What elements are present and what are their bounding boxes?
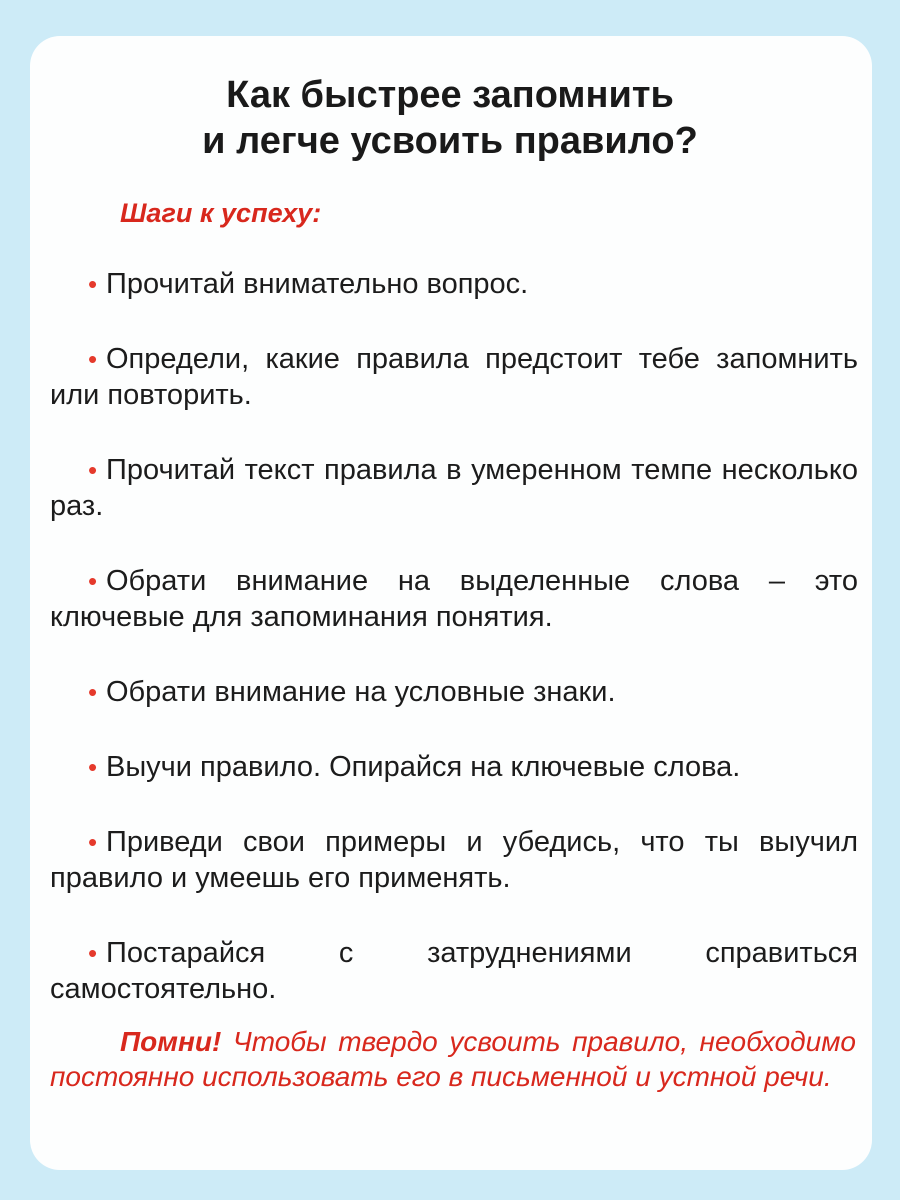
step-text: Прочитай текст правила в умеренном темпе несколько раз.: [50, 454, 858, 522]
bullet-icon: •: [88, 938, 98, 968]
step-text: Прочитай внимательно вопрос.: [106, 268, 529, 300]
list-item: [50, 341, 858, 413]
step-text: Обрати внимание на выделенные слова – это ключевые для запоминания понятия.: [50, 565, 858, 633]
step-text: Постарайся с затруднениями справиться самостоятельно.: [50, 937, 858, 1005]
remember-label: Помни!: [120, 1026, 222, 1057]
remember-text: Чтобы твердо усвоить правило, необходимо постоянно использовать его в письменной и устной речи.: [50, 1026, 856, 1092]
list-item: [50, 452, 858, 524]
list-item: [50, 824, 858, 896]
bullet-icon: •: [88, 752, 98, 782]
steps-subtitle: Шаги к успеху:: [120, 198, 322, 228]
list-item: [50, 749, 858, 785]
step-text: Определи, какие правила предстоит тебе запомнить или повторить.: [50, 343, 858, 411]
page-title: [0, 72, 900, 164]
list-item: [50, 563, 858, 635]
bullet-icon: •: [88, 566, 98, 596]
steps-list: [50, 266, 858, 1046]
bullet-icon: •: [88, 827, 98, 857]
remember-note: [50, 1024, 856, 1094]
list-item: [50, 266, 858, 302]
bullet-icon: •: [88, 344, 98, 374]
step-text: Приведи свои примеры и убедись, что ты выучил правило и умеешь его применять.: [50, 826, 858, 894]
title-line-2: и легче усвоить правило?: [202, 120, 698, 162]
bullet-icon: •: [88, 677, 98, 707]
list-item: [50, 935, 858, 1007]
list-item: [50, 674, 858, 710]
bullet-icon: •: [88, 269, 98, 299]
title-line-1: Как быстрее запомнить: [226, 74, 674, 116]
step-text: Выучи правило. Опирайся на ключевые слова.: [106, 751, 741, 783]
step-text: Обрати внимание на условные знаки.: [106, 676, 616, 708]
bullet-icon: •: [88, 455, 98, 485]
